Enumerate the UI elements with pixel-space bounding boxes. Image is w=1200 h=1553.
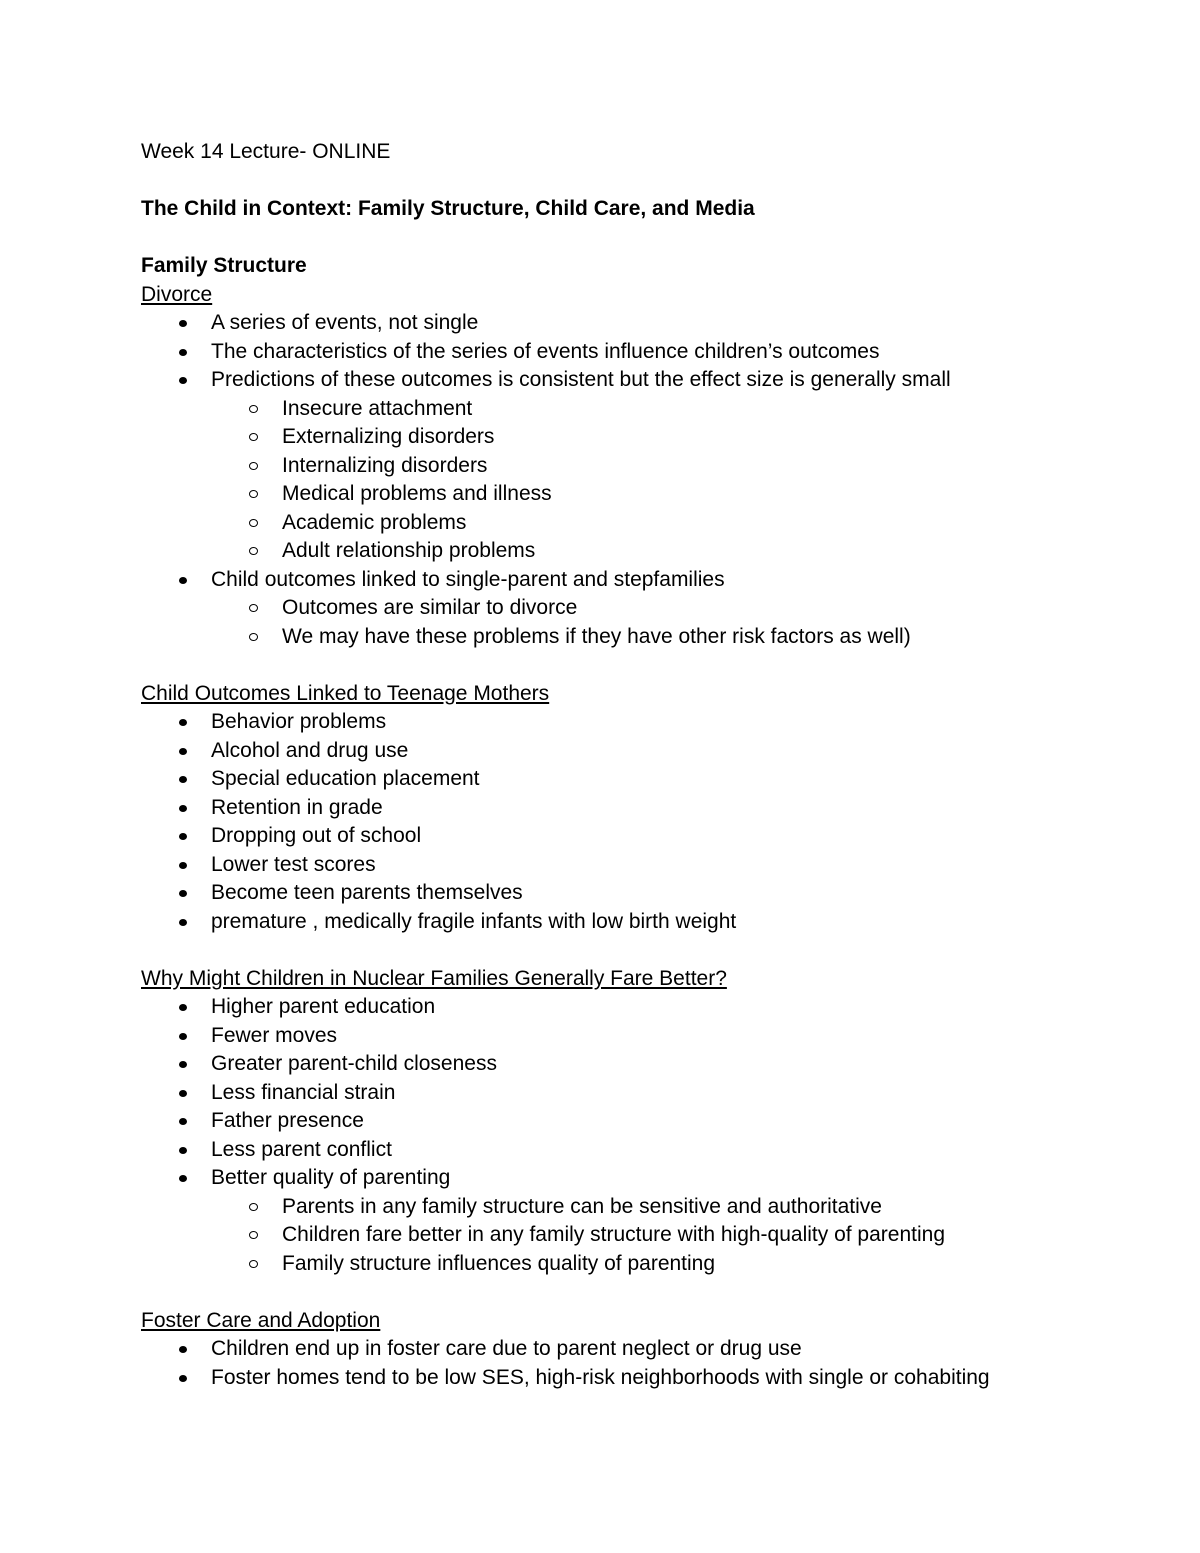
list-item <box>141 794 1141 823</box>
hollow-bullet-icon <box>249 405 258 413</box>
list-item <box>141 1136 1141 1165</box>
sub-list-item <box>141 480 1141 509</box>
list-item-text: Greater parent-child closeness <box>211 1052 497 1075</box>
hollow-bullet-icon <box>249 1231 258 1239</box>
list-item <box>141 1364 1141 1393</box>
list-item <box>141 822 1141 851</box>
family-structure-heading: Family Structure <box>141 254 307 277</box>
hollow-bullet-icon <box>249 490 258 498</box>
hollow-bullet-icon <box>249 633 258 641</box>
sub-list-item <box>141 1221 1141 1250</box>
bullet-icon <box>179 719 187 726</box>
document-title: The Child in Context: Family Structure, Child Care, and Media <box>141 197 755 220</box>
bullet-icon <box>179 377 187 384</box>
list-item <box>141 879 1141 908</box>
bullet-icon <box>179 1346 187 1353</box>
bullet-icon <box>179 577 187 584</box>
bullet-icon <box>179 919 187 926</box>
sub-list-item-text: Adult relationship problems <box>282 539 536 562</box>
list-item <box>141 708 1141 737</box>
bullet-icon <box>179 320 187 327</box>
sub-list-item-text: Outcomes are similar to divorce <box>282 596 578 619</box>
hollow-bullet-icon <box>249 519 258 527</box>
list-item-text: Predictions of these outcomes is consistent but the effect size is generally small <box>211 368 951 391</box>
sub-list-item-text: Insecure attachment <box>282 396 473 420</box>
list-item <box>141 908 1141 937</box>
bullet-icon <box>179 1033 187 1040</box>
list-item-text: A series of events, not single <box>211 311 479 334</box>
list-item-text: Lower test scores <box>211 852 376 876</box>
list-item <box>141 1164 1141 1193</box>
week-line: Week 14 Lecture- ONLINE <box>141 140 391 163</box>
bullet-icon <box>179 776 187 783</box>
list-item <box>141 765 1141 794</box>
spacer <box>141 167 1141 196</box>
spacer <box>141 224 1141 253</box>
list-item <box>141 1079 1141 1108</box>
bullet-icon <box>179 862 187 869</box>
document-page <box>141 138 1141 1392</box>
sub-list-item <box>141 1193 1141 1222</box>
hollow-bullet-icon <box>249 1260 258 1268</box>
sub-list-item <box>141 395 1141 424</box>
sub-list-item <box>141 623 1141 652</box>
sub-list-item-text: Internalizing disorders <box>282 453 488 477</box>
sub-list-item <box>141 594 1141 623</box>
foster-care-heading: Foster Care and Adoption <box>141 1308 381 1332</box>
hollow-bullet-icon <box>249 433 258 441</box>
hollow-bullet-icon <box>249 462 258 470</box>
list-item-text: Child outcomes linked to single-parent and stepfamilies <box>211 567 725 591</box>
spacer <box>141 651 1141 680</box>
divorce-heading: Divorce <box>141 282 213 306</box>
sub-list-item-text: Family structure influences quality of parenting <box>282 1251 716 1275</box>
list-item-text: Father presence <box>211 1109 364 1132</box>
list-item <box>141 1022 1141 1051</box>
list-item <box>141 366 1141 395</box>
list-item-text: Less parent conflict <box>211 1137 392 1161</box>
sub-list-item-text: Academic problems <box>282 510 467 534</box>
list-item <box>141 309 1141 338</box>
bullet-icon <box>179 1061 187 1068</box>
list-item-text: Behavior problems <box>211 710 387 733</box>
teenage-mothers-heading: Child Outcomes Linked to Teenage Mothers <box>141 681 550 705</box>
list-item-text: Alcohol and drug use <box>211 738 409 762</box>
sub-list-item <box>141 537 1141 566</box>
hollow-bullet-icon <box>249 1203 258 1211</box>
bullet-icon <box>179 748 187 755</box>
list-item-text: The characteristics of the series of events influence children’s outcomes <box>211 339 880 363</box>
sub-list-item-text: Parents in any family structure can be sensitive and authoritative <box>282 1194 882 1218</box>
sub-list-item-text: We may have these problems if they have other risk factors as well) <box>282 624 911 648</box>
list-item <box>141 737 1141 766</box>
list-item-text: Less financial strain <box>211 1080 396 1104</box>
list-item-text: Children end up in foster care due to parent neglect or drug use <box>211 1337 802 1360</box>
list-item <box>141 1107 1141 1136</box>
sub-list-item <box>141 509 1141 538</box>
list-item-text: Dropping out of school <box>211 824 422 847</box>
bullet-icon <box>179 1090 187 1097</box>
list-item-text: Foster homes tend to be low SES, high-risk neighborhoods with single or cohabiting <box>211 1365 990 1389</box>
list-item-text: Special education placement <box>211 767 480 790</box>
spacer <box>141 936 1141 965</box>
bullet-icon <box>179 1118 187 1125</box>
sub-list-item-text: Children fare better in any family structure with high-quality of parenting <box>282 1223 945 1246</box>
list-item <box>141 993 1141 1022</box>
list-item <box>141 566 1141 595</box>
list-item <box>141 338 1141 367</box>
bullet-icon <box>179 890 187 897</box>
bullet-icon <box>179 805 187 812</box>
list-item-text: Fewer moves <box>211 1023 338 1047</box>
sub-list-item <box>141 452 1141 481</box>
bullet-icon <box>179 833 187 840</box>
bullet-icon <box>179 1147 187 1154</box>
sub-list-item-text: Externalizing disorders <box>282 425 495 448</box>
sub-list-item <box>141 423 1141 452</box>
list-item-text: Become teen parents themselves <box>211 881 523 904</box>
list-item <box>141 1050 1141 1079</box>
list-item <box>141 851 1141 880</box>
bullet-icon <box>179 1375 187 1382</box>
bullet-icon <box>179 1175 187 1182</box>
hollow-bullet-icon <box>249 547 258 555</box>
list-item-text: Retention in grade <box>211 795 383 819</box>
bullet-icon <box>179 349 187 356</box>
sub-list-item-text: Medical problems and illness <box>282 482 552 505</box>
list-item <box>141 1335 1141 1364</box>
list-item-text: Better quality of parenting <box>211 1166 451 1189</box>
list-item-text: Higher parent education <box>211 995 436 1018</box>
spacer <box>141 1278 1141 1307</box>
bullet-icon <box>179 1004 187 1011</box>
nuclear-families-heading: Why Might Children in Nuclear Families Generally Fare Better? <box>141 966 727 990</box>
list-item-text: premature , medically fragile infants with low birth weight <box>211 909 737 933</box>
sub-list-item <box>141 1250 1141 1279</box>
hollow-bullet-icon <box>249 604 258 612</box>
